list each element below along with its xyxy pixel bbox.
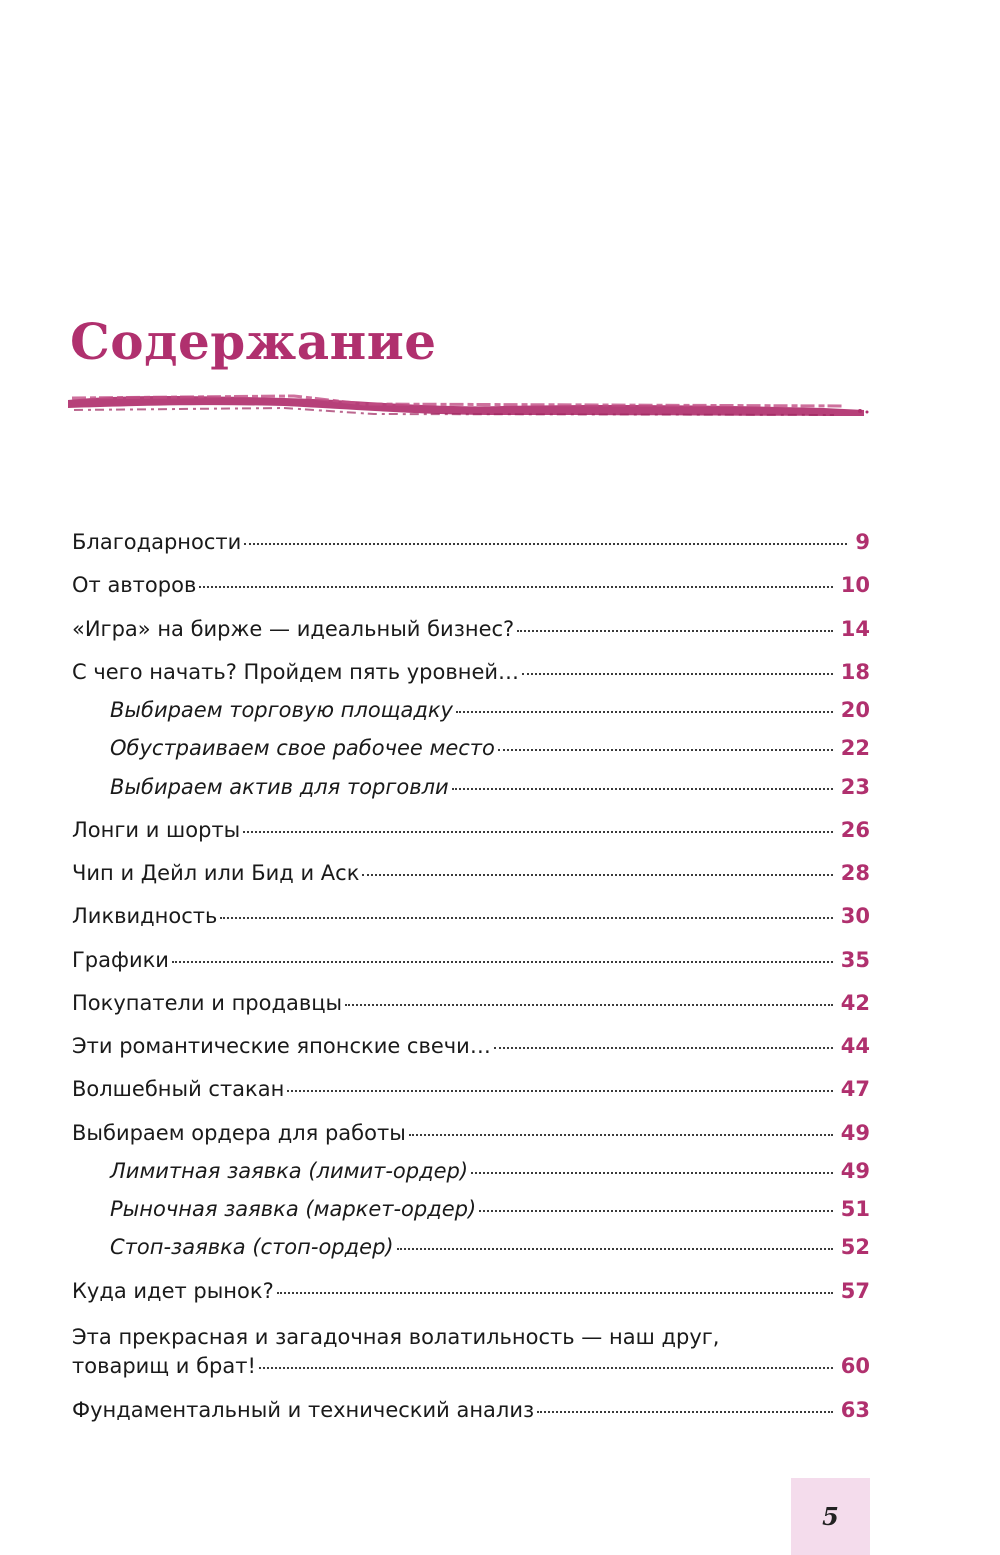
- toc-subentry[interactable]: [72, 1196, 870, 1222]
- toc-subentry[interactable]: [72, 735, 870, 761]
- toc-entry-text: Лимитная заявка (лимит-ордер): [110, 1158, 469, 1183]
- toc-page-number: 18: [840, 659, 870, 684]
- toc-entry[interactable]: [72, 1033, 870, 1059]
- dot-leader: [277, 1292, 833, 1294]
- toc-entry-text: Фундаментальный и технический анализ: [72, 1397, 535, 1422]
- dot-leader: [522, 673, 833, 675]
- toc-entry-text: Лонги и шорты: [72, 817, 241, 842]
- toc-entry-text: От авторов: [72, 573, 197, 598]
- toc-page-number: 30: [840, 904, 870, 929]
- toc-page-number: 35: [840, 947, 870, 972]
- toc-entry-text: Волшебный стакан: [72, 1077, 285, 1102]
- toc-subentry[interactable]: [72, 1158, 870, 1184]
- toc-entry[interactable]: [72, 616, 870, 642]
- toc-page-number: 49: [840, 1158, 870, 1183]
- toc-page-number: 44: [840, 1034, 870, 1058]
- dot-leader: [456, 711, 833, 713]
- toc-subentry[interactable]: [72, 774, 870, 800]
- toc-entry-text: Чип и Дейл или Бид и Аск: [72, 861, 360, 885]
- toc-entry-text: Выбираем актив для торговли: [110, 774, 449, 799]
- toc-subentry[interactable]: [72, 1234, 870, 1260]
- toc-entry-text: Обустраиваем свое рабочее место: [110, 736, 495, 761]
- toc-entry-continuation: [72, 1353, 870, 1379]
- toc-page-number: 26: [840, 817, 870, 842]
- toc-entry-text-continued: товарищ и брат!: [72, 1354, 256, 1379]
- page-title: Содержание: [70, 312, 437, 371]
- toc-entry-text: Эта прекрасная и загадочная волатильность — наш друг,: [72, 1324, 720, 1349]
- toc-page-number: 49: [840, 1120, 870, 1145]
- toc-entry-text: «Игра» на бирже — идеальный бизнес?: [72, 616, 515, 641]
- toc-entry-text: Выбираем торговую площадку: [110, 698, 453, 722]
- toc-entry-text: Ликвидность: [72, 904, 218, 929]
- toc-entry-text: Стоп-заявка (стоп-ордер): [110, 1235, 394, 1260]
- dot-leader: [397, 1248, 833, 1250]
- toc-entry[interactable]: [72, 572, 870, 598]
- dot-leader: [244, 543, 847, 545]
- toc-entry-text: Благодарности: [72, 530, 242, 554]
- toc-entry[interactable]: [72, 860, 870, 886]
- dot-leader: [494, 1047, 833, 1049]
- toc-entry-text: С чего начать? Пройдем пять уровней…: [72, 659, 520, 684]
- dot-leader: [409, 1134, 833, 1136]
- dot-leader: [172, 961, 833, 963]
- toc-entry-text: Покупатели и продавцы: [72, 990, 343, 1015]
- dot-leader: [517, 630, 833, 632]
- dot-leader: [362, 874, 832, 876]
- toc-entry[interactable]: [72, 1278, 870, 1304]
- toc-entry[interactable]: [72, 1120, 870, 1146]
- toc-entry-text: Графики: [72, 947, 169, 972]
- dot-leader: [479, 1210, 833, 1212]
- toc-page-number: 47: [840, 1077, 870, 1102]
- toc-page-number: 52: [840, 1235, 870, 1260]
- dot-leader: [243, 831, 833, 833]
- toc-entry[interactable]: [72, 1076, 870, 1102]
- toc-entry-text: Куда идет рынок?: [72, 1278, 274, 1303]
- toc-page-number: 51: [840, 1197, 870, 1221]
- toc-page-number: 63: [840, 1397, 870, 1422]
- page-number: 5: [822, 1502, 839, 1531]
- dot-leader: [471, 1172, 833, 1174]
- dot-leader: [220, 917, 832, 919]
- toc-entry-text: Эти романтические японские свечи…: [72, 1034, 491, 1058]
- page-number-box: [791, 1478, 870, 1555]
- toc-page-number: 42: [840, 990, 870, 1015]
- dot-leader: [498, 749, 833, 751]
- toc-entry[interactable]: [72, 947, 870, 973]
- toc-page-number: 57: [840, 1278, 870, 1303]
- toc-entry[interactable]: [72, 990, 870, 1016]
- dot-leader: [345, 1004, 833, 1006]
- toc-page-number: 23: [840, 774, 870, 799]
- toc-entry[interactable]: [72, 817, 870, 843]
- toc-entry[interactable]: [72, 529, 870, 555]
- toc-page-number: 28: [840, 861, 870, 885]
- toc-page-number: 9: [855, 530, 870, 554]
- toc-entry-text: Выбираем ордера для работы: [72, 1120, 406, 1145]
- dot-leader: [199, 586, 832, 588]
- dot-leader: [287, 1090, 832, 1092]
- toc-page-number: 10: [840, 573, 870, 598]
- toc-page-number: 14: [840, 616, 870, 641]
- toc-entry[interactable]: [72, 659, 870, 685]
- toc-entry[interactable]: [72, 1397, 870, 1423]
- table-of-contents: [72, 529, 870, 1423]
- toc-entry[interactable]: [72, 903, 870, 929]
- toc-page-number: 60: [840, 1354, 870, 1379]
- dot-leader: [452, 788, 833, 790]
- title-underline-stroke: [64, 388, 874, 422]
- toc-page-number: 22: [840, 736, 870, 761]
- toc-entry-text: Рыночная заявка (маркет-ордер): [110, 1197, 477, 1221]
- dot-leader: [537, 1411, 833, 1413]
- toc-subentry[interactable]: [72, 697, 870, 723]
- dot-leader: [259, 1367, 833, 1369]
- toc-entry-multiline[interactable]: [72, 1321, 870, 1380]
- toc-page-number: 20: [840, 698, 870, 722]
